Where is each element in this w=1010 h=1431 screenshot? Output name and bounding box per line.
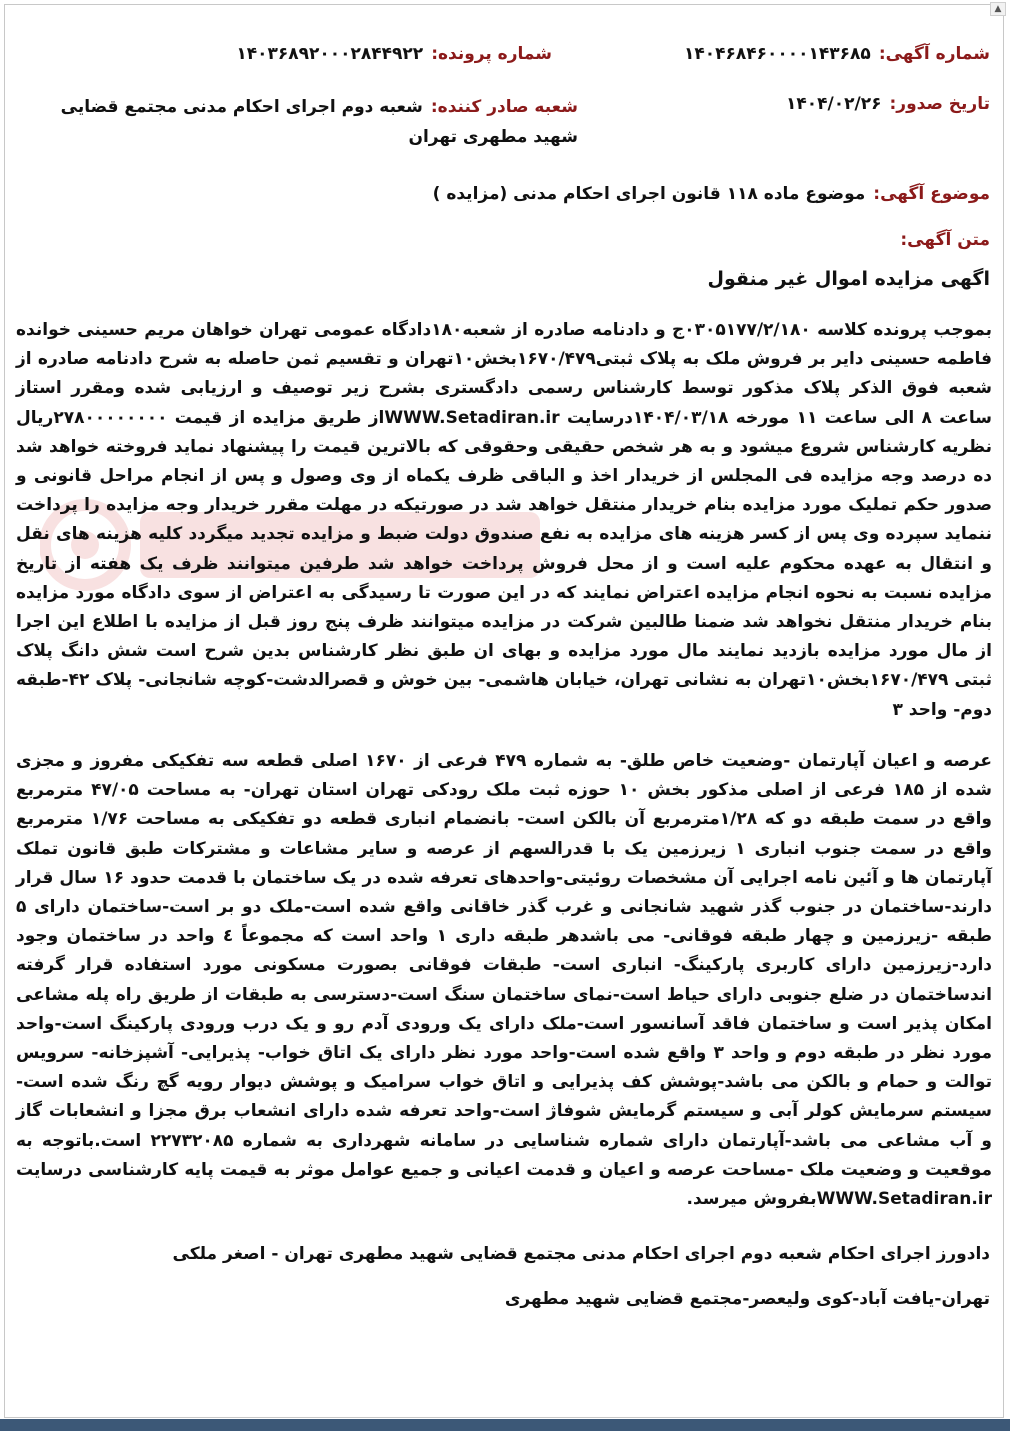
issuer: شعبه دوم اجرای احکام مدنی مجتمع قضایی شهید مطهری تهران (60, 97, 578, 147)
subject-row (433, 184, 990, 204)
court-address: تهران-یافت آباد-کوی ولیعصر-مجتمع قضایی شهید مطهری (504, 1289, 990, 1309)
ad-number-label: شماره آگهی: (878, 44, 990, 64)
case-number-label: شماره پرونده: (431, 44, 552, 64)
issuer-label: شعبه صادر کننده: (430, 97, 578, 117)
issue-date-row (786, 94, 990, 114)
ad-number: ۱۴۰۴۶۸۴۶۰۰۰۰۱۴۳۶۸۵ (684, 44, 871, 64)
case-number: ۱۴۰۳۶۸۹۲۰۰۰۲۸۴۴۹۲۲ (236, 44, 424, 64)
issue-date-label: تاریخ صدور: (889, 94, 990, 114)
subject: موضوع ماده ۱۱۸ قانون اجرای احکام مدنی (مزایده ) (432, 184, 866, 204)
issuer-row (48, 92, 578, 152)
text-label-row (892, 230, 990, 250)
case-number-row (236, 44, 552, 64)
ad-number-row (684, 44, 990, 64)
bottom-status-bar (0, 1419, 1010, 1431)
notice-paragraph-1: بموجب پرونده کلاسه ۰۳۰۵۱۷۷/۲/۱۸۰ج و دادنامه صادره از شعبه۱۸۰دادگاه عمومی تهران خواهان مریم حسینی خوانده فاطمه حسینی دایر بر فروش ملک به پلاک ثبتی۱۶۷۰/۴۷۹بخش۱۰تهران و تقسیم ثمن حاصله به شرح دادنامه صادره از شعبه فوق الذکر پلاک مذکور توسط کارشناس رسمی دادگستری بشرح زیر توصیف و ارزیابی شده ومقرر استاز ساعت ۸ الی ساعت ۱۱ مورخه ۱۴۰۴/۰۳/۱۸درسایت WWW.Setadiran.irاز طریق مزایده از قیمت ۲۷۸۰۰۰۰۰۰۰۰ریال نظریه کارشناس شروع میشود و به هر شخص حقیقی وحقوقی که بالاترین قیمت را پیشنهاد نماید فروخته خواهد شد ده درصد وجه مزایده فی المجلس از خریدار اخذ و الباقی ظرف یکماه از وی وصول و پس از انجام مراحل قانونی و صدور حکم تملیک مورد مزایده بنام خریدار منتقل خواهد شد در صورتیکه در مهلت مقرر خریدار وجه مزایده را پرداخت ننماید سپرده وی پس از کسر هزینه های مزایده به نفع صندوق دولت ضبط و مزایده تجدید میگردد کلیه هزینه های نقل و انتقال به عهده محکوم علیه است و از محل فروش پرداخت خواهد شد طرفین میتوانند ظرف یک هفته از تاریخ مزایده نسبت به نحوه انجام مزایده اعتراض نمایند که در این صورت تا رسیدگی به اعتراض از سوی دادگاه مورد مزایده بنام خریدار منتقل نخواهد شد ضمنا طالبین شرکت در مزایده میتوانند ظرف پنج روز قبل از مزایده با اطلاع این اجرا از مال مورد مزایده بازدید نمایند مال مورد مزایده و بهای ان طبق نظر کارشناس بدین شرح است شش دانگ پلاک ثبتی ۱۶۷۰/۴۷۹بخش۱۰تهران به نشانی تهران، خیابان هاشمی- بین خوش و قصرالدشت-کوچه شانجانی- پلاک ۴۲-طبقه دوم- واحد ۳ (16, 320, 993, 720)
subject-label: موضوع آگهی: (873, 184, 990, 204)
text-label: متن آگهی: (900, 230, 990, 250)
issue-date: ۱۴۰۴/۰۲/۲۶ (786, 94, 882, 114)
signature: دادورز اجرای احکام شعبه دوم اجرای احکام مدنی مجتمع قضایی شهید مطهری تهران - اصغر ملکی (172, 1244, 990, 1264)
notice-title: اگهی مزایده اموال غیر منقول (707, 268, 990, 290)
scroll-up-arrow-icon[interactable]: ▲ (990, 2, 1006, 16)
notice-paragraph-2: عرصه و اعیان آپارتمان -وضعیت خاص طلق- به شماره ۴۷۹ فرعی از ۱۶۷۰ اصلی قطعه سه تفکیکی مفروز و مجزی شده از ۱۸۵ فرعی از اصلی مذکور بخش ۱۰ حوزه ثبت ملک رودکی تهران استان تهران- به مساحت ۴۷/۰۵ مترمربع واقع در سمت طبقه دو که ۱/۲۸مترمربع آن بالکن است- بانضمام انباری قطعه دو تفکیکی به مساحت ۱/۷۶ مترمربع واقع در سمت جنوب انباری ۱ زیرزمین یک با قدرالسهم از عرصه و سایر مشاعات و مشترکات طبق قانون تملک آپارتمان ها و آئین نامه اجرایی آن مشخصات روئیتی-واحدهای تعرفه شده در یک ساختمان با قدمت حدود ۱۶ سال قرار دارند-ساختمان در جنوب گذر شهید شانجانی و غرب گذر خاقانی واقع شده است-ملک دو بر است-ساختمان دارای ۵ طبقه -زیرزمین و چهار طبقه فوقانی- می باشدهر طبقه داری ۱ واحد است که مجموعاً ٤ واحد در ساختمان وجود دارد-زیرزمین دارای کاربری پارکینگ- انباری است- طبقات فوقانی بصورت مسکونی مورد استفاده قرار گرفته اندساختمان در ضلع جنوبی دارای حیاط است-نمای ساختمان سنگ است-دسترسی به طبقات از طریق راه پله مشاعی امکان پذیر است و ساختمان فاقد آسانسور است-ملک دارای یک ورودی آدم رو و یک درب ورودی پارکینگ است-واحد مورد نظر در طبقه دوم و واحد ۳ واقع شده است-واحد مورد نظر دارای یک اتاق خواب- پذیرایی- آشپزخانه- سرویس توالت و حمام و بالکن می باشد-پوشش کف پذیرایی و اتاق خواب سرامیک و پوشش دیوار رویه گچ رنگ شده است-سیستم سرمایش کولر آبی و سیستم گرمایش شوفاژ است-واحد تعرفه شده دارای انشعاب برق مجزا و انشعابات گاز و آب مشاعی می باشد-آپارتمان دارای شماره شناسایی در سامانه شهرداری به شماره ۲۲۷۳۲۰۸۵ است.باتوجه به موقعیت و وضعیت ملک -مساحت عرصه و اعیان و قدمت اعیانی و جمیع عوامل موثر به قیمت پایه کارشناسی درسایت WWW.Setadiran.irبفروش میرسد. (16, 751, 993, 1210)
